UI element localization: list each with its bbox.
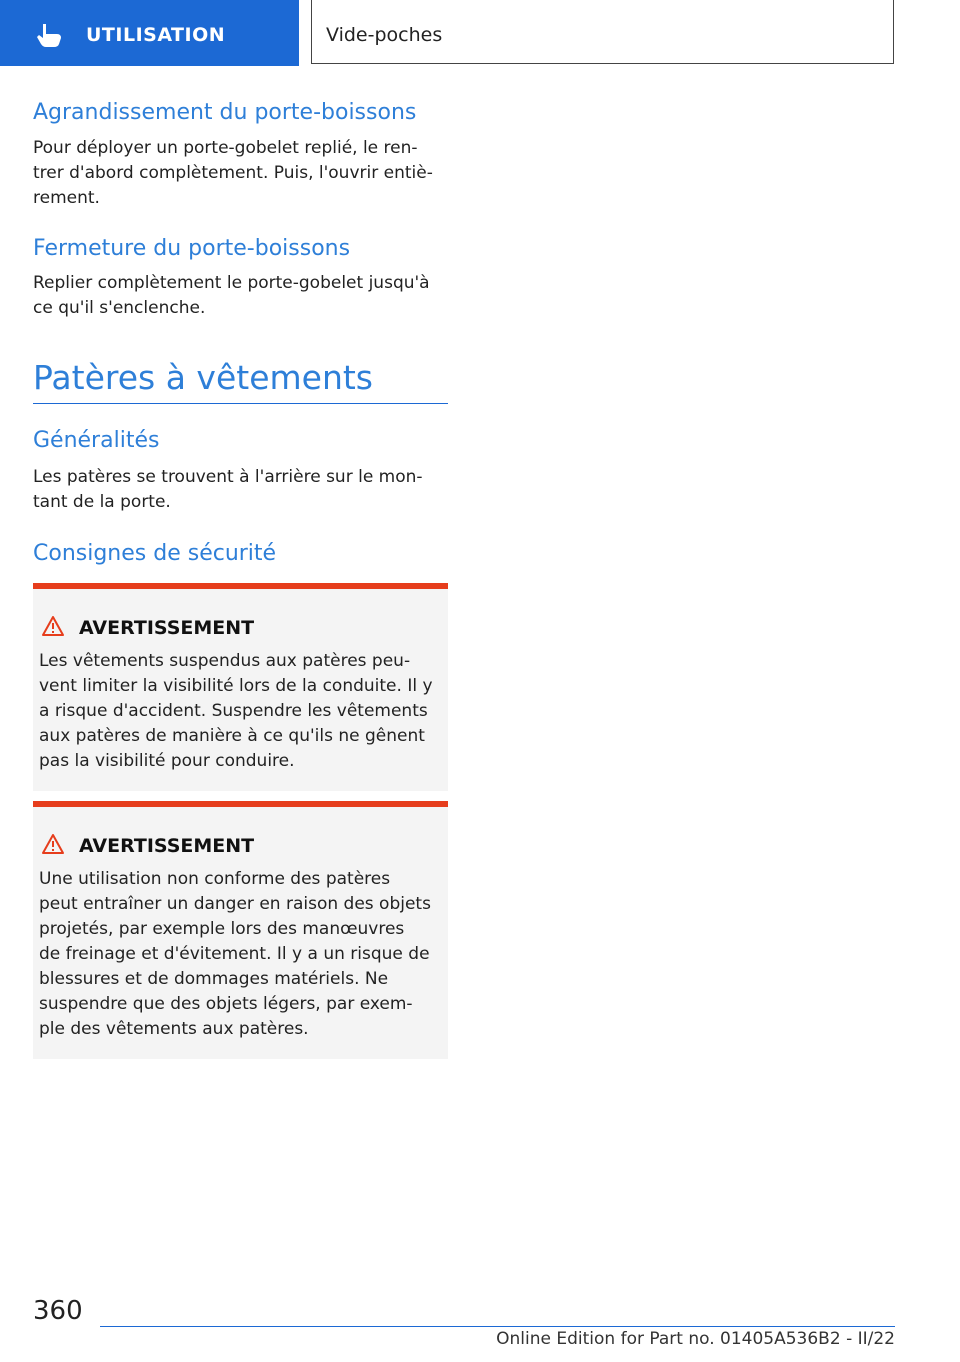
warning-text-line: pas la visibilité pour conduire. (39, 751, 295, 771)
extend-heading: Agrandissement du porte-boissons (33, 100, 417, 125)
general-text-line: Les patères se trouvent à l'arrière sur le mon‐ (33, 467, 423, 487)
warning-title: AVERTISSEMENT (79, 617, 255, 639)
warning-triangle-icon (41, 833, 65, 859)
warning-text-line: aux patères de manière à ce qu'ils ne gênent (39, 726, 425, 746)
close-heading: Fermeture du porte-boissons (33, 236, 351, 261)
warning-text (39, 649, 447, 774)
section-tab (0, 0, 299, 66)
chapter-label: Vide-poches (326, 24, 443, 46)
page-number: 360 (33, 1296, 83, 1326)
chapter-header (311, 0, 894, 64)
edition-text: Online Edition for Part no. 01405A536B2 - II/22 (496, 1329, 895, 1349)
safety-heading: Consignes de sécurité (33, 541, 277, 566)
general-text-line: tant de la porte. (33, 492, 171, 512)
pointing-hand-icon (34, 22, 64, 52)
close-text (33, 271, 448, 321)
general-text (33, 465, 448, 515)
main-heading: Patères à vêtements (33, 358, 373, 397)
warning-text (39, 867, 447, 1042)
extend-text-line: Pour déployer un porte-gobelet replié, le ren‐ (33, 138, 418, 158)
warning-text-line: ple des vêtements aux patères. (39, 1019, 309, 1039)
close-text-line: Replier complètement le porte-gobelet jusqu'à (33, 273, 430, 293)
warning-text-line: blessures et de dommages matériels. Ne (39, 969, 389, 989)
warning-title: AVERTISSEMENT (79, 835, 255, 857)
section-label: UTILISATION (86, 24, 226, 46)
warning-text-line: vent limiter la visibilité lors de la conduite. Il y (39, 676, 433, 696)
warning-text-line: projetés, par exemple lors des manœuvres (39, 919, 405, 939)
warning-text-line: suspendre que des objets légers, par exem‐ (39, 994, 413, 1014)
warning-text-line: peut entraîner un danger en raison des objets (39, 894, 431, 914)
warning-box (33, 583, 448, 791)
footer-rule (100, 1326, 895, 1327)
extend-text-line: trer d'abord complètement. Puis, l'ouvrir entiè‐ (33, 163, 433, 183)
warning-text-line: a risque d'accident. Suspendre les vêtements (39, 701, 428, 721)
warning-text-line: Une utilisation non conforme des patères (39, 869, 391, 889)
close-text-line: ce qu'il s'enclenche. (33, 298, 206, 318)
general-heading: Généralités (33, 428, 160, 453)
warning-triangle-icon (41, 615, 65, 641)
warning-box (33, 801, 448, 1059)
warning-text-line: de freinage et d'évitement. Il y a un risque de (39, 944, 430, 964)
warning-text-line: Les vêtements suspendus aux patères peu‐ (39, 651, 411, 671)
extend-text-line: rement. (33, 188, 100, 208)
extend-text (33, 136, 448, 211)
heading-rule (33, 403, 448, 404)
